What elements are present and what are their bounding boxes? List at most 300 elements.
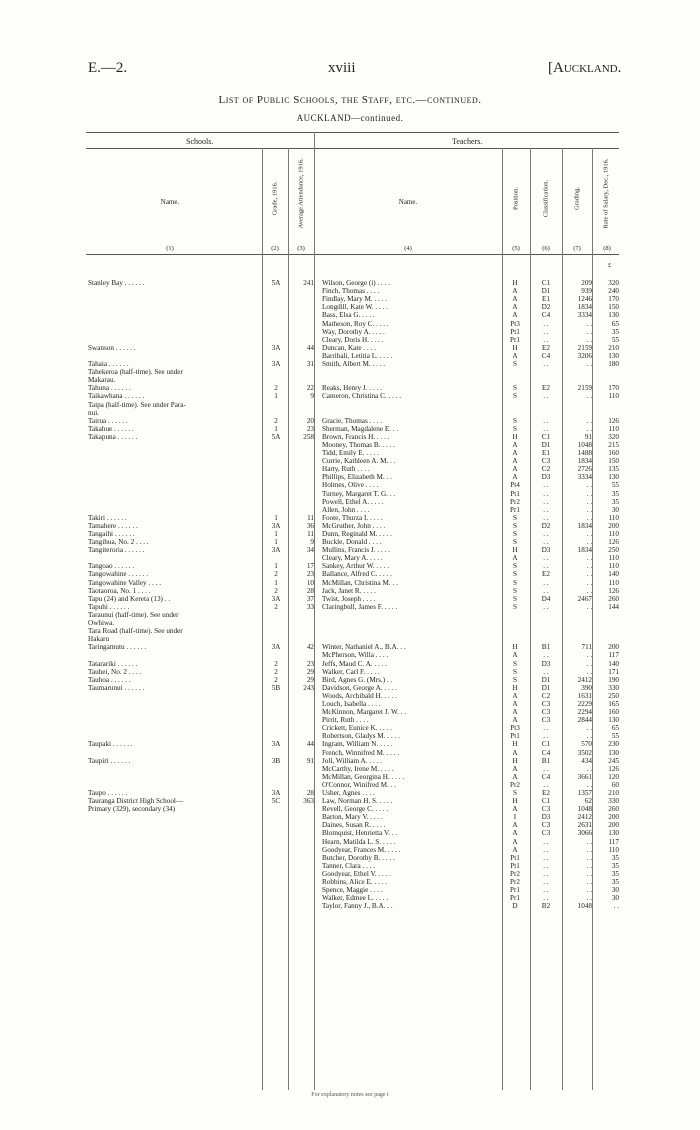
- cell-school-name: Taumarunui . . . . . .: [88, 683, 145, 692]
- table-row: [0, 295, 700, 303]
- cell-grade: 3A: [271, 740, 281, 749]
- cell-position: S: [513, 562, 517, 571]
- cell-classification: B2: [541, 902, 551, 911]
- cell-grading: 2631: [577, 821, 592, 830]
- table-row: [0, 530, 700, 538]
- cell-position: Pt3: [510, 319, 520, 328]
- cell-attendance: 11: [307, 513, 314, 522]
- cell-salary: 130: [608, 311, 619, 320]
- cell-position: Pr2: [510, 878, 520, 887]
- cell-classification: D1: [541, 675, 551, 684]
- cell-classification: . .: [543, 869, 549, 878]
- cell-classification: . .: [543, 845, 549, 854]
- cell-salary: 60: [611, 780, 619, 789]
- table-row: [0, 773, 700, 781]
- table-row: [0, 417, 700, 425]
- col-teacher-name: Name.: [398, 198, 418, 206]
- cell-grade: 2: [274, 384, 278, 393]
- table-row: [0, 854, 700, 862]
- table-row: [0, 619, 700, 627]
- cell-grade: 2: [274, 602, 278, 611]
- table-row: [0, 668, 700, 676]
- table-row: [0, 765, 700, 773]
- table-row: [0, 328, 700, 336]
- cell-position: S: [513, 667, 517, 676]
- cell-grading: 2726: [577, 465, 592, 474]
- cell-teacher-name: Sankey, Arthur W. . . . .: [322, 562, 390, 571]
- cell-school-name: Tahekeroa (half-time). See under: [88, 368, 183, 377]
- cell-grading: 2412: [577, 813, 592, 822]
- table-row: [0, 384, 700, 392]
- cell-classification: . .: [543, 894, 549, 903]
- cell-position: A: [512, 764, 518, 773]
- cell-salary: 130: [608, 716, 619, 725]
- cell-classification: . .: [543, 489, 549, 498]
- cell-grading: . .: [586, 481, 592, 490]
- cell-classification: E2: [542, 384, 550, 393]
- cell-school-name: Taotaoroa, No. 1 . . . .: [88, 586, 151, 595]
- cell-teacher-name: Way, Dorothy A. . . . .: [322, 327, 385, 336]
- cell-classification: . .: [543, 392, 549, 401]
- table-row: [0, 611, 700, 619]
- cell-position: A: [512, 303, 518, 312]
- cell-classification: . .: [543, 837, 549, 846]
- cell-salary: 126: [608, 538, 619, 547]
- cell-position: H: [512, 683, 518, 692]
- cell-grading: 1834: [577, 303, 592, 312]
- cell-position: H: [512, 740, 518, 749]
- page-number: xviii: [328, 60, 356, 76]
- cell-classification: . .: [543, 878, 549, 887]
- cell-school-name: Tauhei, No. 2 . . . .: [88, 667, 142, 676]
- cell-teacher-name: Findlay, Mary M. . . . .: [322, 295, 388, 304]
- cell-position: A: [512, 691, 518, 700]
- cell-classification: D2: [541, 521, 551, 530]
- cell-salary: 160: [608, 449, 619, 458]
- cell-teacher-name: Usher, Agnes . . . .: [322, 789, 375, 797]
- cell-teacher-name: Jeffs, Maud C. A. . . . .: [322, 659, 387, 668]
- cell-position: A: [512, 473, 518, 482]
- cell-classification: D3: [541, 659, 551, 668]
- cell-attendance: 34: [306, 546, 314, 555]
- cell-classification: C2: [541, 465, 551, 474]
- cell-grading: . .: [586, 732, 592, 741]
- cell-salary: 215: [608, 440, 619, 449]
- cell-attendance: 91: [306, 756, 314, 765]
- cell-position: A: [512, 845, 518, 854]
- col-number-7: (7): [573, 245, 581, 252]
- cell-position: A: [512, 699, 518, 708]
- cell-teacher-name: Robbins, Alice E. . . . .: [322, 878, 388, 887]
- cell-school-name: nui.: [88, 408, 99, 417]
- cell-grading: . .: [586, 489, 592, 498]
- cell-salary: 30: [611, 894, 619, 903]
- cell-teacher-name: Currie, Kathleen A. M. . .: [322, 457, 396, 466]
- table-row: [0, 538, 700, 546]
- cell-grade: 2: [274, 570, 278, 579]
- cell-teacher-name: Winter, Nathaniel A., B.A. . .: [322, 643, 406, 652]
- cell-salary: 117: [608, 837, 619, 846]
- cell-grading: . .: [586, 538, 592, 547]
- cell-salary: 250: [608, 691, 619, 700]
- cell-salary: 245: [608, 756, 619, 765]
- cell-teacher-name: Barribali, Letitia L. . . . .: [322, 351, 393, 360]
- table-row: [0, 829, 700, 837]
- table-row: [0, 838, 700, 846]
- table-row: [0, 732, 700, 740]
- table-row: [0, 546, 700, 554]
- cell-grading: 2229: [577, 699, 592, 708]
- col-number-5: (5): [512, 245, 520, 252]
- cell-attendance: 42: [306, 643, 314, 652]
- cell-salary: 230: [608, 740, 619, 749]
- cell-grade: 2: [274, 659, 278, 668]
- cell-salary: 120: [608, 772, 619, 781]
- cell-classification: C1: [541, 279, 551, 288]
- cell-grade: 2: [274, 416, 278, 425]
- cell-salary: 330: [608, 683, 619, 692]
- cell-grade: 3A: [271, 594, 281, 603]
- table-row: [0, 813, 700, 821]
- cell-grading: . .: [586, 360, 592, 369]
- cell-classification: . .: [543, 416, 549, 425]
- cell-salary: 200: [608, 813, 619, 822]
- table-row: [0, 805, 700, 813]
- cell-grading: 1048: [577, 805, 592, 814]
- cell-classification: E2: [542, 343, 550, 352]
- cell-school-name: Stanley Bay . . . . . .: [88, 279, 145, 288]
- table-row: [0, 862, 700, 870]
- cell-salary: 130: [608, 473, 619, 482]
- cell-position: A: [512, 716, 518, 725]
- cell-teacher-name: Matheson, Roy C. . . . .: [322, 319, 389, 328]
- cell-salary: 110: [608, 554, 619, 563]
- cell-grading: 1631: [577, 691, 592, 700]
- cell-grade: 3A: [271, 643, 281, 652]
- cell-position: I: [513, 813, 517, 822]
- cell-school-name: Tahaia . . . . . .: [88, 360, 129, 369]
- cell-grading: 1834: [577, 546, 592, 555]
- cell-grading: . .: [586, 724, 592, 733]
- cell-grading: 2844: [577, 716, 592, 725]
- cell-grading: 1834: [577, 457, 592, 466]
- cell-attendance: 33: [306, 602, 314, 611]
- cell-grading: 2412: [577, 675, 592, 684]
- cell-position: Pr1: [510, 894, 520, 903]
- cell-teacher-name: Cameron, Christina C. . . . .: [322, 392, 402, 401]
- cell-classification: C3: [541, 821, 551, 830]
- table-row: [0, 425, 700, 433]
- cell-teacher-name: Smith, Albert M. . . . .: [322, 360, 386, 369]
- table-row: [0, 708, 700, 716]
- cell-salary: 35: [611, 869, 619, 878]
- table-row: [0, 627, 700, 635]
- cell-teacher-name: Walker, Carl F. . . . .: [322, 667, 380, 676]
- table-row: [0, 894, 700, 902]
- cell-classification: . .: [543, 586, 549, 595]
- cell-position: A: [512, 465, 518, 474]
- cell-grading: 209: [581, 279, 592, 288]
- cell-attendance: 20: [306, 416, 314, 425]
- cell-school-name: Tairua . . . . . .: [88, 416, 128, 425]
- cell-classification: . .: [543, 886, 549, 895]
- cell-salary: 35: [611, 497, 619, 506]
- cell-classification: C1: [541, 797, 551, 806]
- cell-position: H: [512, 343, 518, 352]
- cell-position: A: [512, 821, 518, 830]
- cell-school-name: Tauranga District High School—: [88, 797, 184, 806]
- cell-grading: . .: [586, 392, 592, 401]
- cell-grading: 2159: [577, 384, 592, 393]
- cell-classification: . .: [543, 538, 549, 547]
- cell-salary: 35: [611, 489, 619, 498]
- cell-grading: . .: [586, 651, 592, 660]
- cell-salary: 180: [608, 360, 619, 369]
- cell-classification: C1: [541, 740, 551, 749]
- col-number-8: (8): [603, 245, 611, 252]
- cell-salary: 150: [608, 457, 619, 466]
- cell-school-name: Hakaru: [88, 635, 110, 644]
- cell-salary: 110: [608, 392, 619, 401]
- cell-teacher-name: McCarthy, Irene M. . . . .: [322, 764, 394, 773]
- col-number-1: (1): [166, 245, 174, 252]
- cell-salary: 30: [611, 505, 619, 514]
- cell-grading: 570: [581, 740, 592, 749]
- cell-grading: 3661: [577, 772, 592, 781]
- cell-grading: . .: [586, 853, 592, 862]
- cell-classification: C3: [541, 829, 551, 838]
- cell-salary: 130: [608, 829, 619, 838]
- col-position: Position.: [512, 187, 520, 210]
- cell-salary: 170: [608, 295, 619, 304]
- cell-school-name: Takapuna . . . . . .: [88, 432, 138, 441]
- cell-teacher-name: Revell, George C. . . . .: [322, 805, 389, 814]
- cell-grading: . .: [586, 861, 592, 870]
- cell-salary: 35: [611, 861, 619, 870]
- cell-grade: 3B: [271, 756, 281, 765]
- cell-school-name: Taraunui (half-time). See under: [88, 610, 179, 619]
- cell-position: A: [512, 805, 518, 814]
- cell-teacher-name: Cleary, Doris H. . . . .: [322, 335, 384, 344]
- cell-position: S: [513, 424, 517, 433]
- cell-teacher-name: Blomquist, Henrietta V. . .: [322, 829, 398, 838]
- cell-teacher-name: Sherman, Magdalene E. . .: [322, 424, 399, 433]
- table-row: [0, 392, 700, 400]
- cell-teacher-name: Mullins, Francis J. . . . .: [322, 546, 390, 555]
- cell-teacher-name: Powell, Ethel A. . . . .: [322, 497, 384, 506]
- cell-grading: 3334: [577, 473, 592, 482]
- table-row: [0, 886, 700, 894]
- cell-position: S: [513, 602, 517, 611]
- cell-classification: . .: [543, 424, 549, 433]
- table-row: [0, 441, 700, 449]
- cell-salary: 190: [608, 675, 619, 684]
- cell-position: Pt1: [510, 732, 520, 741]
- cell-teacher-name: Butcher, Dorothy B. . . . .: [322, 853, 395, 862]
- rule-groups: [86, 148, 619, 149]
- cell-school-name: Owhiwa.: [88, 619, 115, 628]
- cell-grading: . .: [586, 764, 592, 773]
- cell-grading: . .: [586, 554, 592, 563]
- col-number-4: (4): [404, 245, 412, 252]
- cell-teacher-name: Mooney, Thomas B. . . . .: [322, 440, 395, 449]
- table-row: [0, 781, 700, 789]
- cell-classification: C3: [541, 805, 551, 814]
- page-subtitle: AUCKLAND—continued.: [296, 113, 404, 123]
- cell-attendance: 44: [306, 343, 314, 352]
- cell-position: S: [513, 360, 517, 369]
- cell-salary: 210: [608, 343, 619, 352]
- table-row: [0, 651, 700, 659]
- cell-grading: 1048: [577, 440, 592, 449]
- cell-position: A: [512, 651, 518, 660]
- cell-position: Pt4: [510, 481, 520, 490]
- cell-grading: 1357: [577, 789, 592, 797]
- cell-attendance: 28: [306, 586, 314, 595]
- cell-classification: E1: [542, 449, 550, 458]
- table-row: [0, 522, 700, 530]
- table-row: [0, 490, 700, 498]
- cell-grade: 1: [274, 513, 278, 522]
- cell-attendance: 23: [306, 424, 314, 433]
- cell-position: Pr2: [510, 780, 520, 789]
- cell-teacher-name: Spence, Maggie . . . .: [322, 886, 383, 895]
- cell-classification: . .: [543, 319, 549, 328]
- cell-salary: 165: [608, 699, 619, 708]
- cell-position: S: [513, 416, 517, 425]
- table-row: [0, 716, 700, 724]
- cell-teacher-name: McKinnon, Margaret J. W. . .: [322, 708, 407, 717]
- cell-school-name: Takahue . . . . . .: [88, 424, 134, 433]
- cell-grade: 1: [274, 562, 278, 571]
- cell-salary: 330: [608, 797, 619, 806]
- cell-grading: . .: [586, 530, 592, 538]
- cell-salary: 200: [608, 521, 619, 530]
- table-row: [0, 433, 700, 441]
- table-row: [0, 287, 700, 295]
- cell-school-name: Tapuhi . . . . . .: [88, 602, 130, 611]
- cell-attendance: 23: [306, 570, 314, 579]
- cell-salary: 135: [608, 465, 619, 474]
- cell-classification: C4: [541, 748, 551, 757]
- cell-attendance: 36: [306, 521, 314, 530]
- cell-teacher-name: Foote, Thurza I. . . . .: [322, 513, 383, 522]
- table-row: [0, 579, 700, 587]
- table-row: [0, 449, 700, 457]
- cell-grading: . .: [586, 416, 592, 425]
- cell-school-name: Tangowahine . . . . . .: [88, 570, 149, 579]
- cell-teacher-name: Tanner, Clara . . . .: [322, 861, 376, 870]
- cell-salary: 260: [608, 594, 619, 603]
- cell-attendance: 243: [303, 683, 314, 692]
- cell-grading: . .: [586, 659, 592, 668]
- cell-position: Pt1: [510, 853, 520, 862]
- cell-position: A: [512, 457, 518, 466]
- cell-salary: 320: [608, 432, 619, 441]
- cell-attendance: 22: [306, 384, 314, 393]
- cell-grading: . .: [586, 570, 592, 579]
- cell-teacher-name: Louch, Isabella . . . .: [322, 699, 381, 708]
- cell-salary: 55: [611, 335, 619, 344]
- cell-attendance: 10: [306, 578, 314, 587]
- cell-school-name: Primary (329), secondary (34): [88, 805, 176, 814]
- table-row: [0, 514, 700, 522]
- cell-grading: 2467: [577, 594, 592, 603]
- cell-position: S: [513, 594, 517, 603]
- cell-salary: 140: [608, 659, 619, 668]
- cell-teacher-name: Turney, Margaret T. G. . .: [322, 489, 396, 498]
- cell-position: A: [512, 708, 518, 717]
- cell-teacher-name: Bass, Elsa G. . . . .: [322, 311, 375, 320]
- cell-classification: C4: [541, 351, 551, 360]
- table-row: [0, 757, 700, 765]
- cell-classification: . .: [543, 505, 549, 514]
- cell-grading: 1488: [577, 449, 592, 458]
- cell-teacher-name: Cleary, Mary A. . . . .: [322, 554, 383, 563]
- col-classification: Classification.: [542, 179, 550, 218]
- cell-classification: . .: [543, 667, 549, 676]
- table-row: [0, 635, 700, 643]
- cell-salary: 35: [611, 327, 619, 336]
- cell-school-name: Takiri . . . . . .: [88, 513, 127, 522]
- cell-grading: 91: [584, 432, 592, 441]
- cell-grading: . .: [586, 878, 592, 887]
- table-row: [0, 336, 700, 344]
- cell-attendance: 28: [306, 789, 314, 797]
- cell-position: S: [513, 530, 517, 538]
- cell-grade: 5A: [271, 279, 281, 288]
- cell-position: A: [512, 837, 518, 846]
- group-schools: Schools.: [186, 137, 214, 146]
- cell-attendance: 9: [310, 538, 314, 547]
- cell-position: S: [513, 586, 517, 595]
- cell-salary: 170: [608, 384, 619, 393]
- cell-grading: . .: [586, 424, 592, 433]
- table-row: [0, 506, 700, 514]
- cell-classification: D4: [541, 594, 551, 603]
- cell-teacher-name: Hearn, Matilda L. S. . . . .: [322, 837, 396, 846]
- cell-position: A: [512, 287, 518, 296]
- cell-grading: . .: [586, 335, 592, 344]
- table-row: [0, 303, 700, 311]
- cell-attendance: 9: [310, 392, 314, 401]
- cell-classification: . .: [543, 853, 549, 862]
- cell-salary: 140: [608, 570, 619, 579]
- cell-grading: 1834: [577, 521, 592, 530]
- cell-grade: 1: [274, 392, 278, 401]
- cell-teacher-name: Tidd, Emily E. . . . .: [322, 449, 379, 458]
- cell-teacher-name: Longdill, Kate W. . . . .: [322, 303, 388, 312]
- cell-salary: 160: [608, 708, 619, 717]
- col-number-3: (3): [297, 245, 305, 252]
- cell-classification: C4: [541, 772, 551, 781]
- cell-salary: 240: [608, 287, 619, 296]
- cell-grading: 3066: [577, 829, 592, 838]
- cell-position: S: [513, 538, 517, 547]
- cell-salary: 110: [608, 530, 619, 538]
- cell-classification: D3: [541, 546, 551, 555]
- table-row: [0, 320, 700, 328]
- cell-teacher-name: Brown, Francis H. . . . .: [322, 432, 390, 441]
- col-number-6: (6): [542, 245, 550, 252]
- table-row: [0, 789, 700, 797]
- cell-attendance: 29: [306, 675, 314, 684]
- cell-classification: D3: [541, 473, 551, 482]
- cell-school-name: Taupo . . . . . .: [88, 789, 128, 797]
- region-heading: [Auckland.: [548, 60, 622, 76]
- cell-salary: 260: [608, 805, 619, 814]
- table-row: [0, 409, 700, 417]
